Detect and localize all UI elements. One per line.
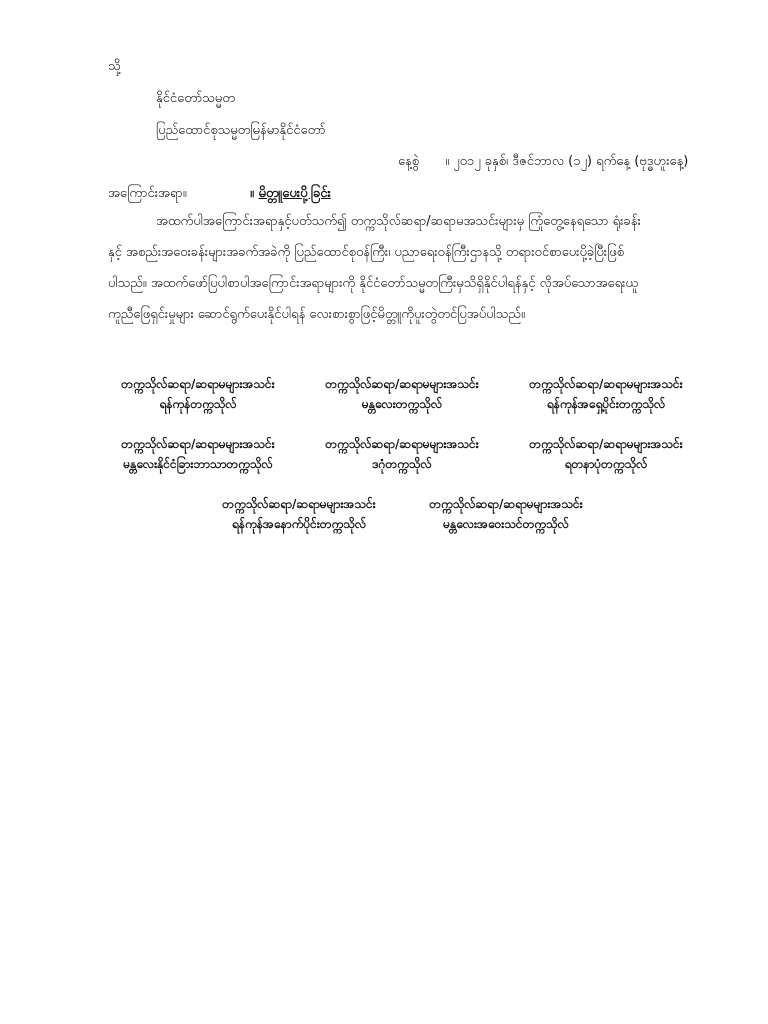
cc-association: တက္ကသိုလ်ဆရာ/ဆရာမများအသင်း [222, 497, 376, 511]
body-paragraph [108, 206, 660, 330]
subject-prefix: ။ [250, 186, 254, 201]
cc-entry [98, 374, 298, 414]
cc-university: မန္တလေးနိုင်ငံခြားဘာသာတက္ကသိုလ် [123, 457, 273, 471]
cc-association: တက္ကသိုလ်ဆရာ/ဆရာမများအသင်း [121, 377, 275, 391]
cc-university: မန္တလေးတက္ကသိုလ် [361, 397, 443, 411]
subject-title: မိတ္တူပေးပို့ခြင်း [258, 186, 331, 201]
subject-row [108, 185, 331, 203]
cc-university: ရန်ကုန်အရှေ့ပိုင်းတက္ကသိုလ် [546, 397, 666, 411]
cc-university: ဒဂုံတက္ကသိုလ် [372, 457, 432, 471]
cc-association: တက္ကသိုလ်ဆရာ/ဆရာမများအသင်း [325, 377, 479, 391]
recipient-line-1: နိုင်ငံတော်သမ္မတ [156, 91, 235, 106]
cc-association: တက္ကသိုလ်ဆရာ/ဆရာမများအသင်း [529, 437, 683, 451]
recipient-line-2: ပြည်ထောင်စုသမ္မတမြန်မာနိုင်ငံတော် [156, 123, 326, 138]
cc-association: တက္ကသိုလ်ဆရာ/ဆရာမများအသင်း [121, 437, 275, 451]
cc-university: ရတနာပုံတက္ကသိုလ် [564, 457, 648, 471]
date-row [398, 153, 688, 171]
cc-entry [199, 494, 399, 534]
cc-association: တက္ကသိုလ်ဆရာ/ဆရာမများအသင်း [429, 497, 583, 511]
subject-label: အကြောင်းအရာ။ [108, 186, 187, 201]
cc-entry [506, 434, 706, 474]
subject-title-group [250, 185, 331, 203]
cc-association: တက္ကသိုလ်ဆရာ/ဆရာမများအသင်း [325, 437, 479, 451]
cc-entry [302, 434, 502, 474]
cc-university: ရန်ကုန်တက္ကသိုလ် [159, 397, 237, 411]
body-line: ပါသည်။ အထက်ဖော်ပြပါစာပါအကြောင်းအရာများကို နိုင်ငံတော်သမ္မတကြီးမှသိရှိနိုင်ပါရန်နှင့် လိုအပ်သောအရေးယူ [108, 276, 638, 291]
body-line: ကူညီဖြေရှင်းမှုများ ဆောင်ရွက်ပေးနိုင်ပါရန် လေးစားစွာဖြင့်မိတ္တူကိုပူးတွဲတင်ပြအပ်ပါသည်။ [108, 307, 525, 322]
date-label: နေ့စွဲ [398, 154, 420, 169]
cc-entry [406, 494, 606, 534]
body-line: အထက်ပါအကြောင်းအရာနှင့်ပတ်သက်၍ တက္ကသိုလ်ဆရာ/ဆရာမအသင်းများမှ ကြုံတွေ့နေရသော ရုံးခန်း [156, 214, 641, 229]
date-value: ။ ၂၀၁၂ ခုနှစ်၊ ဒီဇင်ဘာလ (၁၂) ရက်နေ့ (ဗုဒ္ဓဟူးနေ့) [445, 154, 689, 169]
cc-association: တက္ကသိုလ်ဆရာ/ဆရာမများအသင်း [529, 377, 683, 391]
cc-university: ရန်ကုန်အနောက်ပိုင်းတက္ကသိုလ် [231, 517, 367, 531]
cc-university: မန္တလေးအဝေးသင်တက္ကသိုလ် [443, 517, 569, 531]
body-line: နှင့် အစည်းအဝေးခန်းများအခက်အခဲကို ပြည်ထောင်စုဝန်ကြီး၊ ပညာရေးဝန်ကြီးဌာနသို့ တရားဝင်စာပေးပို့ခဲ့ပြီးဖြစ် [108, 245, 625, 260]
cc-entry [302, 374, 502, 414]
cc-entry [98, 434, 298, 474]
cc-entry [506, 374, 706, 414]
recipient-to-label: သို့ [108, 59, 121, 74]
